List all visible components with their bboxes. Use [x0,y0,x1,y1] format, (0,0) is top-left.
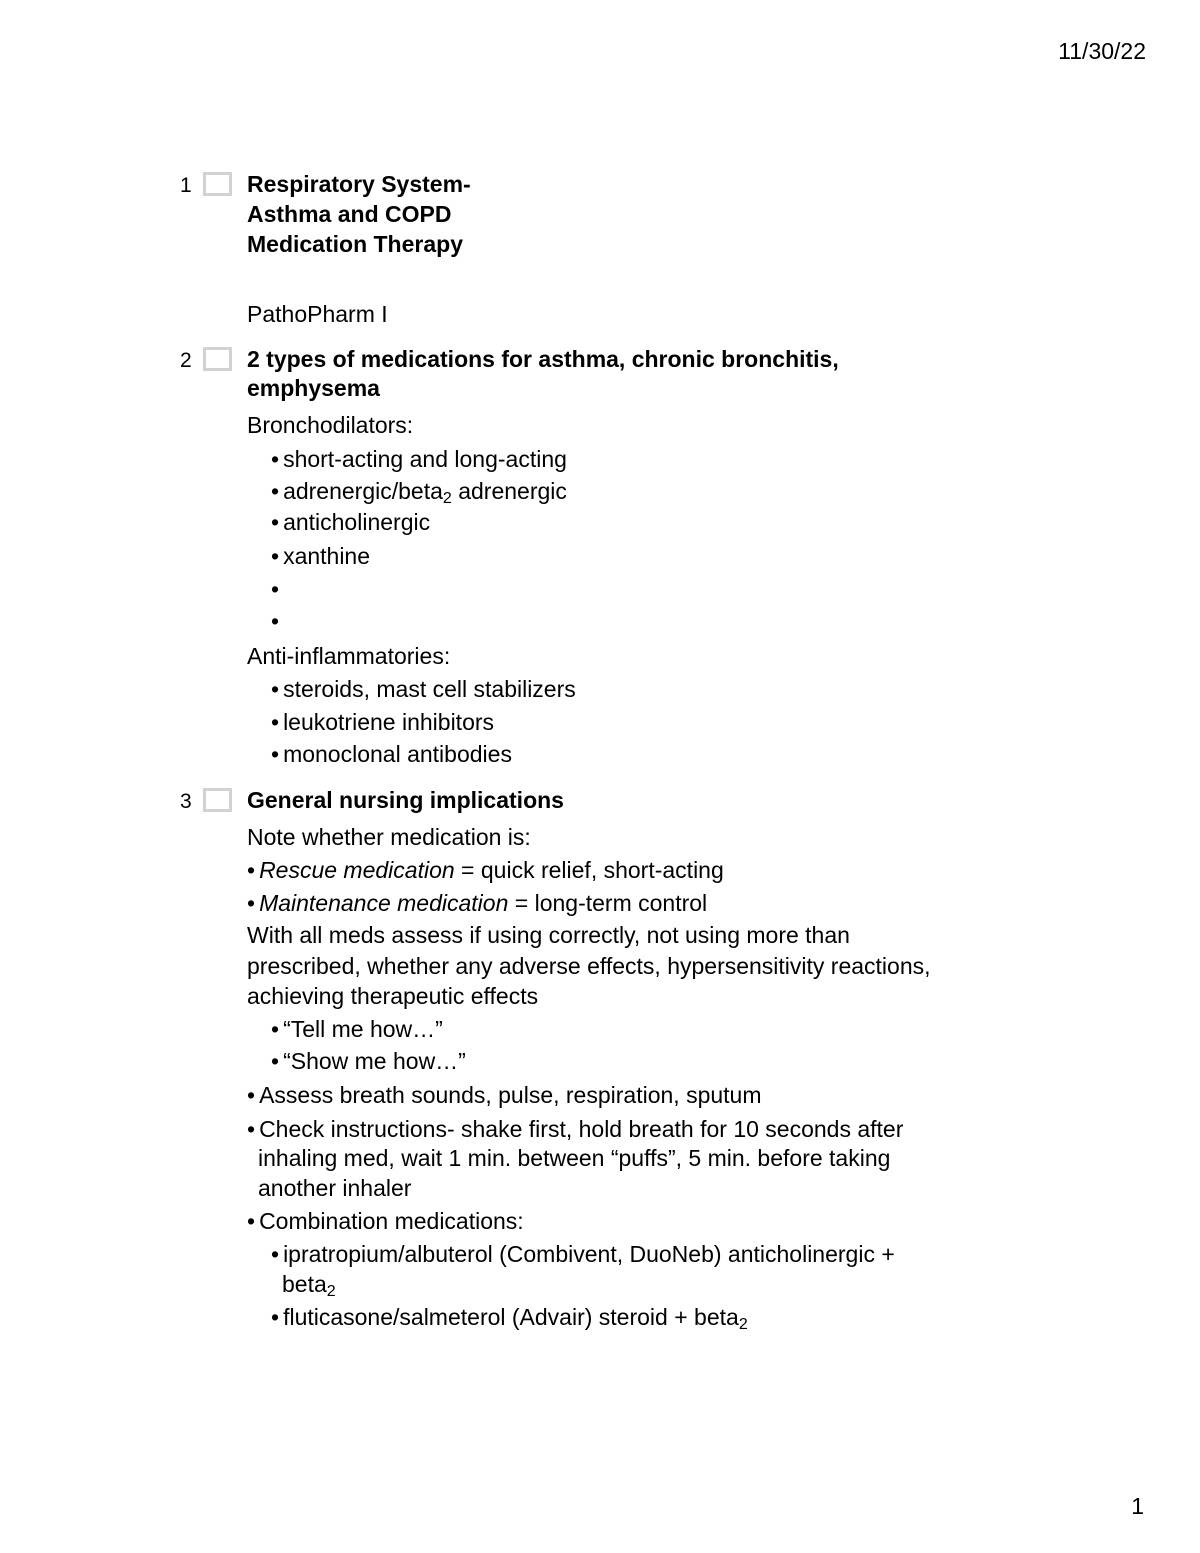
list-item: • Combination medications: [247,1208,524,1234]
page-number: 1 [1131,1493,1144,1519]
anti-inflammatories-heading: Anti-inflammatories: [247,643,451,669]
list-item: • short-acting and long-acting [271,446,567,472]
list-item: • Assess breath sounds, pulse, respiration, sputum [247,1082,762,1108]
list-item: • Check instructions- shake first, hold breath for 10 seconds after [247,1116,904,1142]
empty-list-item: • [271,576,280,602]
list-item: • anticholinergic [271,509,431,535]
slide-number: 2 [180,349,192,372]
paragraph-line: With all meds assess if using correctly, not using more than [247,922,850,948]
slide-title: General nursing implications [247,787,564,813]
list-item: • ipratropium/albuterol (Combivent, DuoNeb) anticholinergic + [271,1241,895,1267]
empty-list-item: • [271,608,280,634]
list-item: • Rescue medication = quick relief, short-acting [247,857,724,883]
list-item: • adrenergic/beta$_2$ adrenergic [271,478,567,507]
list-item: • steroids, mast cell stabilizers [271,676,576,702]
list-item: • leukotriene inhibitors [271,709,495,735]
list-item-continuation: another inhaler [258,1175,412,1201]
paragraph-line: prescribed, whether any adverse effects, hypersensitivity reactions, [247,953,931,979]
note-text: Note whether medication is: [247,824,531,850]
slide-title-line: 2 types of medications for asthma, chronic bronchitis, [247,346,839,372]
slide-thumbnail[interactable] [203,172,232,196]
list-item: • “Tell me how…” [271,1016,443,1042]
slide-title-line: Respiratory System- [247,171,471,197]
paragraph-line: achieving therapeutic effects [247,983,539,1009]
list-item: • monoclonal antibodies [271,741,512,767]
slide-title-line: Asthma and COPD [247,201,452,227]
slide-number: 3 [180,790,192,813]
list-item-continuation: inhaling med, wait 1 min. between “puffs”, 5 min. before taking [258,1145,891,1171]
list-item: • fluticasone/salmeterol (Advair) steroid + beta$_2$ [271,1304,748,1333]
slide-thumbnail[interactable] [203,347,232,371]
list-item: • “Show me how…” [271,1048,466,1074]
bronchodilators-heading: Bronchodilators: [247,412,414,438]
slide-title-line: emphysema [247,375,380,401]
list-item: • Maintenance medication = long-term control [247,890,708,916]
date-header: 11/30/22 [1058,38,1146,64]
course-name: PathoPharm I [247,301,388,327]
slide-thumbnail[interactable] [203,788,232,812]
list-item-continuation: beta$_2$ [282,1271,336,1300]
slide-title-line: Medication Therapy [247,231,463,257]
list-item: • xanthine [271,543,371,569]
slide-number: 1 [180,174,192,197]
